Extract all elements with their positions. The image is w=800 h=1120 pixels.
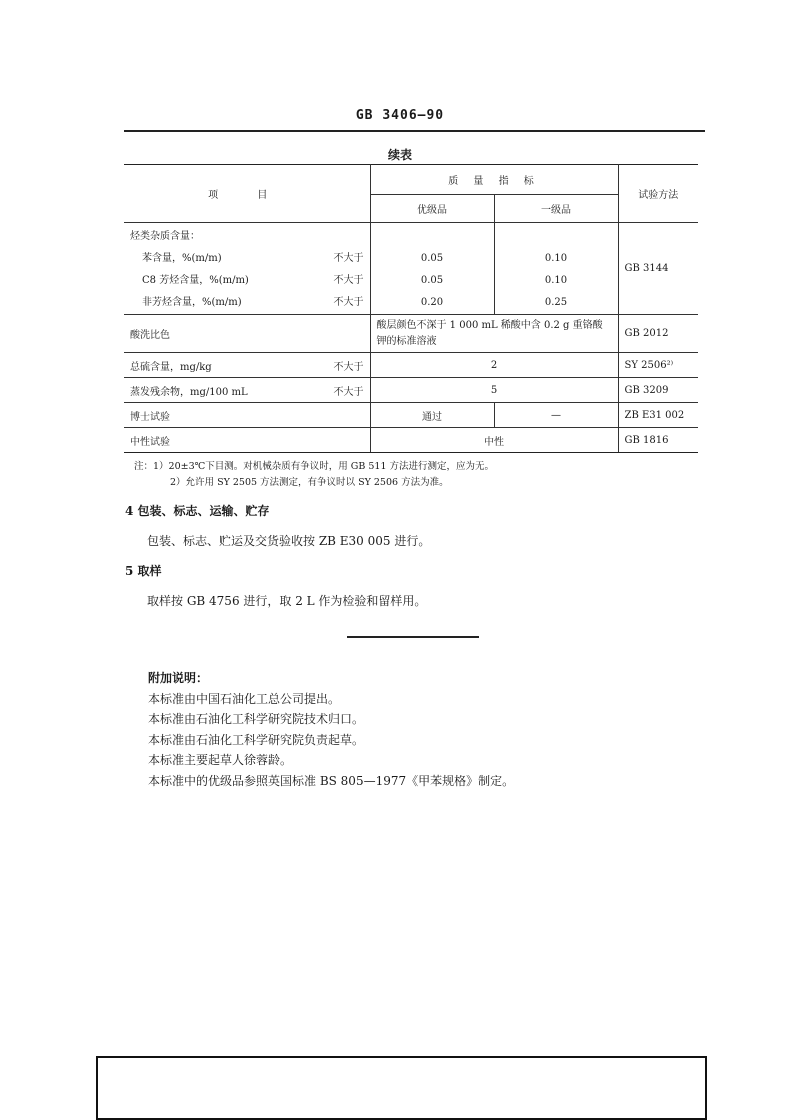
neutral-value: 中性 (370, 428, 618, 453)
spec-table (124, 164, 698, 453)
additional-title: 附加说明： (148, 671, 209, 685)
acid-wash-name: 酸洗比色 (124, 315, 370, 353)
table-row: C8 芳烃含量，%(m/m) 不大于 (142, 274, 364, 286)
standard-code: GB 3406—90 (355, 108, 445, 123)
hydrocarbon-items (124, 223, 370, 315)
hydrocarbon-title: 烃类杂质含量： (130, 230, 200, 242)
note-1: 注：1）20±3℃下目测。对机械杂质有争议时，用 GB 511 方法进行测定，应为无。 (134, 461, 495, 472)
doctor-premium: 通过 (370, 403, 494, 428)
list-item: 本标准中的优级品参照英国标准 BS 805—1977《甲苯规格》制定。 (148, 773, 515, 788)
residue-method: GB 3209 (618, 378, 698, 403)
doctor-first: — (494, 403, 618, 428)
neutral-test-name: 中性试验 (124, 428, 370, 453)
separator-rule (347, 636, 479, 638)
bottom-frame (96, 1056, 707, 1120)
table-caption: 续表 (387, 148, 412, 162)
hydrocarbon-premium: 0.05 0.05 0.20 (370, 223, 494, 315)
sulfur-method: SY 2506²⁾ (618, 353, 698, 378)
section-4-title: 4 包装、标志、运输、贮存 (125, 504, 270, 518)
col-header-quality: 质 量 指 标 (370, 165, 618, 195)
note-2: 2）允许用 SY 2505 方法测定，有争议时以 SY 2506 方法为准。 (170, 477, 449, 488)
additional-notes (148, 668, 514, 791)
list-item: 本标准由中国石油化工总公司提出。 (148, 691, 341, 706)
header-rule (124, 130, 705, 132)
hydrocarbon-first: 0.10 0.10 0.25 (494, 223, 618, 315)
residue-value: 5 (370, 378, 618, 403)
hydrocarbon-method: GB 3144 (618, 223, 698, 315)
acid-wash-method: GB 2012 (618, 315, 698, 353)
acid-wash-value: 酸层颜色不深于 1 000 mL 稀酸中含 0.2 g 重铬酸钾的标准溶液 (370, 315, 618, 353)
col-header-first: 一级品 (494, 195, 618, 223)
col-header-item: 项 目 (124, 165, 370, 223)
section-5-title: 5 取样 (125, 564, 162, 578)
section-4-body: 包装、标志、贮运及交货验收按 ZB E30 005 进行。 (147, 534, 431, 548)
neutral-method: GB 1816 (618, 428, 698, 453)
section-5-body: 取样按 GB 4756 进行，取 2 L 作为检验和留样用。 (147, 594, 427, 608)
doctor-test-name: 博士试验 (124, 403, 370, 428)
table-row: 非芳烃含量，%(m/m) 不大于 (142, 296, 364, 308)
list-item: 本标准由石油化工科学研究院负责起草。 (148, 732, 365, 747)
residue-item: 蒸发残余物，mg/100 mL 不大于 (124, 378, 370, 403)
doctor-method: ZB E31 002 (618, 403, 698, 428)
sulfur-item: 总硫含量，mg/kg 不大于 (124, 353, 370, 378)
col-header-premium: 优级品 (370, 195, 494, 223)
list-item: 本标准主要起草人徐蓉龄。 (148, 753, 293, 767)
col-header-method: 试验方法 (618, 165, 698, 223)
list-item: 本标准由石油化工科学研究院技术归口。 (148, 712, 365, 726)
table-row: 苯含量，%(m/m) 不大于 (142, 252, 364, 264)
sulfur-value: 2 (370, 353, 618, 378)
